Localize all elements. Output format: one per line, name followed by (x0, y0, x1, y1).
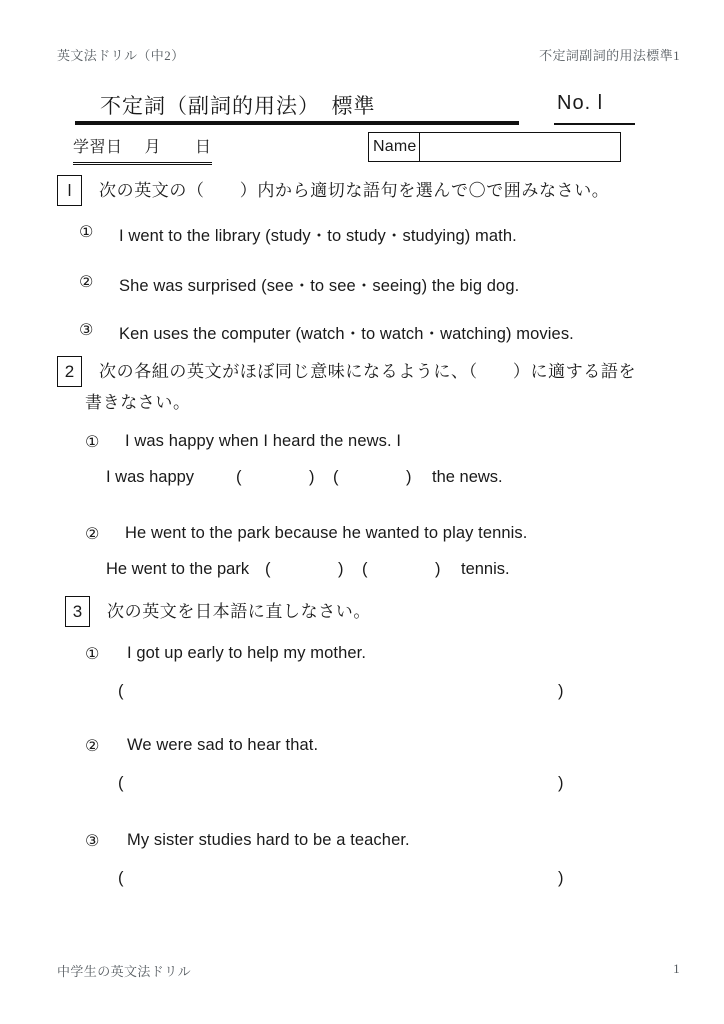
question-3-item-2 (57, 736, 684, 755)
paren-close-icon: ) (338, 560, 344, 578)
title-row (57, 90, 680, 130)
item-text: I was happy when I heard the news. I (125, 432, 402, 450)
question-3-item-1 (57, 644, 684, 663)
answer-prefix: He went to the park (106, 560, 250, 578)
item-text: Ken uses the computer (watch・to watch・watching) movies. (119, 325, 574, 343)
paren-open-icon: ( (333, 468, 339, 486)
paren-open-icon: ( (118, 682, 124, 700)
item-marker: ② (85, 738, 100, 755)
paren-open-icon: ( (362, 560, 368, 578)
paren-close-icon: ) (309, 468, 315, 486)
item-text: She was surprised (see・to see・seeing) the big dog. (119, 277, 520, 295)
question-2-prompt: 次の各組の英文がほぼ同じ意味になるように、（ ）に適する語を (99, 362, 637, 381)
footer (57, 961, 680, 980)
item-marker: ③ (85, 833, 100, 850)
title-underline (75, 121, 519, 125)
name-input[interactable] (420, 133, 620, 161)
item-marker: ③ (79, 322, 94, 339)
question-1-header (57, 175, 684, 206)
answer-suffix: tennis. (461, 560, 510, 578)
answer-prefix: I was happy (106, 468, 195, 486)
question-2 (57, 356, 684, 418)
day-label: 日 (195, 139, 212, 156)
item-text: My sister studies hard to be a teacher. (127, 831, 410, 849)
item-marker: ② (85, 526, 100, 543)
question-3-prompt: 次の英文を日本語に直しなさい。 (107, 602, 371, 621)
paren-close-icon: ) (558, 682, 564, 700)
sheet-number-underline (554, 123, 635, 125)
item-text: He went to the park because he wanted to play tennis. (125, 524, 528, 542)
paren-close-icon: ) (406, 468, 412, 486)
question-3-item-3 (57, 831, 684, 850)
question-1-item-3 (57, 320, 684, 344)
question-2-number: 2 (57, 356, 82, 387)
footer-text: 中学生の英文法ドリル (57, 964, 192, 979)
item-text: I went to the library (study・to study・studying) math. (119, 227, 517, 245)
sheet-number: No. l (557, 92, 604, 114)
question-1-number: l (57, 175, 82, 206)
question-1-item-1 (57, 222, 684, 246)
meta-row (57, 134, 680, 168)
question-3-number: 3 (65, 596, 90, 627)
name-label: Name (369, 133, 420, 161)
paren-open-icon: ( (118, 869, 124, 887)
item-marker: ① (79, 224, 94, 241)
month-label: 月 (144, 139, 162, 156)
item-marker: ① (85, 434, 100, 451)
item-text: We were sad to hear that. (127, 736, 319, 754)
question-1-prompt: 次の英文の（ ）内から適切な語句を選んで〇で囲みなさい。 (99, 181, 610, 200)
running-head-left: 英文法ドリル（中2） (57, 48, 185, 63)
question-2-item-2 (57, 524, 684, 543)
item-marker: ① (85, 646, 100, 663)
question-2-prompt-line2: 書きなさい。 (85, 393, 191, 412)
question-3-header (57, 596, 684, 627)
paren-open-icon: ( (236, 468, 242, 486)
question-2-header (57, 356, 684, 387)
paren-open-icon: ( (118, 774, 124, 792)
name-box (368, 132, 621, 162)
question-1 (57, 175, 684, 206)
page-number: 1 (673, 961, 680, 976)
study-date-field[interactable] (73, 134, 212, 165)
question-1-item-2 (57, 272, 684, 296)
item-marker: ② (79, 274, 94, 291)
paren-close-icon: ) (558, 869, 564, 887)
paren-close-icon: ) (558, 774, 564, 792)
page-title: 不定詞（副詞的用法） 標準 (100, 95, 376, 118)
running-head-right: 不定詞副詞的用法標準1 (539, 48, 680, 63)
paren-close-icon: ) (435, 560, 441, 578)
question-3 (57, 596, 684, 627)
answer-suffix: the news. (432, 468, 503, 486)
paren-open-icon: ( (265, 560, 271, 578)
item-text: I got up early to help my mother. (127, 644, 367, 662)
study-date-label: 学習日 (73, 139, 123, 156)
question-2-item-1 (57, 432, 684, 451)
